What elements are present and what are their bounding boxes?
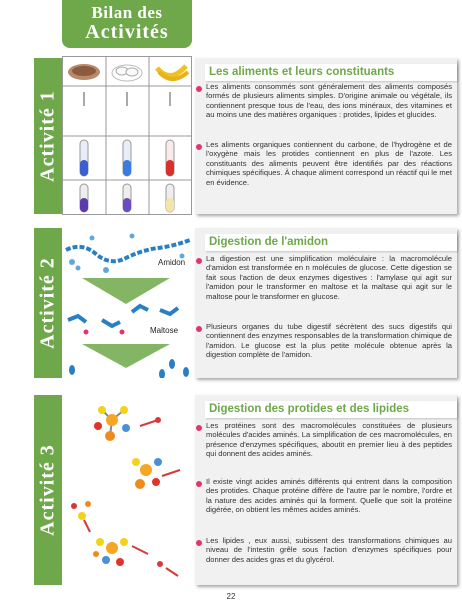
bullet-icon bbox=[196, 425, 202, 431]
activity-2-paragraph-1: La digestion est une simplification moléculaire : la macromolécule d'amidon est transformée en n molécules de glucose. Cette digestion se fait sous l'action de deux enzymes digestives : l'amylase qui agit sur l'amidon pour le transformer en maltose et la maltase qui agit sur le maltose pour le transformer en glucose. bbox=[206, 254, 452, 301]
activity-2-label: Activité 2 bbox=[36, 257, 59, 349]
activity-3-paragraph-3: Les lipides , eux aussi, subissent des transformations chimiques au niveau de l'intestin grêle sous l'action d'enzymes spécifiques pour donner des acides gras et du glycérol. bbox=[206, 536, 452, 564]
activity-1-label: Activité 1 bbox=[36, 90, 59, 182]
activity-3-label: Activité 3 bbox=[36, 444, 59, 536]
activity-3-diagram bbox=[62, 396, 194, 584]
activity-2-title: Digestion de l'amidon bbox=[205, 234, 457, 251]
bullet-icon bbox=[196, 144, 202, 150]
bullet-icon bbox=[196, 86, 202, 92]
activity-3-paragraph-2: Il existe vingt acides aminés différents qui entrent dans la composition des protides. Chaque protéine diffère de l'autre par le nombre, l'ordre et la nature des acides aminés qui la forment. Quelle que soit la protéine digérée, on obtient les mêmes acides aminés. bbox=[206, 477, 452, 515]
activity-2-paragraph-2: Plusieurs organes du tube digestif sécrètent des sucs digestifs qui contiennent des enzymes responsables de la transformation chimique de l'amidon. Le glucose est la plus petite molécule obtenue après la digestion complète de l'amidon. bbox=[206, 322, 452, 360]
header-line-1: Bilan des bbox=[91, 3, 163, 22]
activity-3-paragraph-1: Les protéines sont des macromolécules constituées de plusieurs molécules d'acides aminés. La simplification de ces macromolécules, en présence d'enzymes spécifiques, aboutit en premier lieu à des peptides qui donnent des acides aminés. bbox=[206, 421, 452, 459]
activity-1-paragraph-1: Les aliments consommés sont généralement des aliments composés formés de plusieurs aliments simples. D'origine animale ou végétale, ils contiennent presque tous de l'eau, des ions minéraux, des vitamines et au moins une des matières organiques : protides, lipides et glucides. bbox=[206, 82, 452, 120]
activity-1-paragraph-2: Les aliments organiques contiennent du carbone, de l'hydrogène et de l'oxygène mais les protides contiennent en plus de l'azote. Les constituants des aliments peuvent être identifiés par des réactions chimiques spécifiques. À chaque aliment correspond un réactif qui le met en évidence. bbox=[206, 140, 452, 187]
bullet-icon bbox=[196, 540, 202, 546]
activity-1-title: Les aliments et leurs constituants bbox=[205, 64, 457, 81]
activity-3-title: Digestion des protides et des lipides bbox=[205, 401, 457, 418]
activity-2-bar bbox=[34, 228, 62, 378]
bullet-icon bbox=[196, 258, 202, 264]
amidon-label: Amidon bbox=[158, 258, 186, 267]
bullet-icon bbox=[196, 481, 202, 487]
activity-1-illustration bbox=[62, 56, 194, 216]
bullet-icon bbox=[196, 326, 202, 332]
activity-3-bar bbox=[34, 395, 62, 585]
activity-1-bar bbox=[34, 58, 62, 214]
section-header-tab bbox=[62, 0, 192, 48]
header-line-2: Activités bbox=[85, 21, 169, 43]
activity-2-diagram bbox=[62, 228, 194, 378]
page-number: 22 bbox=[226, 592, 236, 601]
maltose-label: Maltose bbox=[150, 326, 179, 335]
